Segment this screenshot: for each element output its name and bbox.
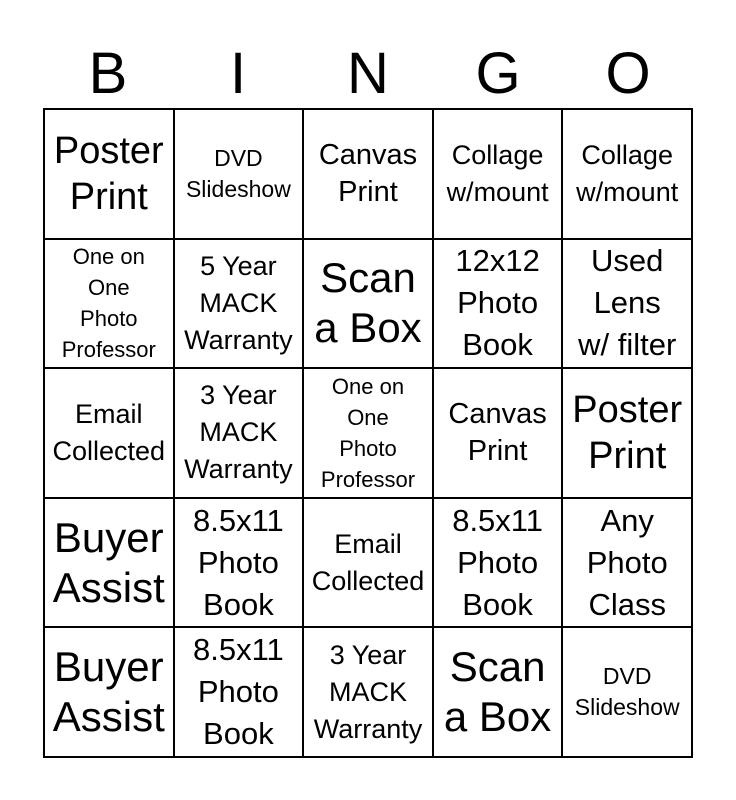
bingo-cell-label: Canvas Print — [448, 397, 547, 467]
header-letter-b: B — [88, 41, 128, 106]
bingo-cell-label: One on One Photo Professor — [320, 373, 416, 492]
bingo-cell-label: Collage w/mount — [446, 139, 549, 207]
bingo-cell-label: Buyer Assist — [52, 513, 165, 611]
bingo-cell-label: 3 Year MACK Warranty — [313, 639, 423, 744]
bingo-cell-r2-c3[interactable] — [304, 240, 434, 370]
bingo-cell-r3-c1[interactable] — [45, 369, 175, 499]
bingo-cell-label: 8.5x11 Photo Book — [193, 502, 284, 622]
bingo-cell-label: DVD Slideshow — [574, 663, 680, 721]
bingo-header — [43, 40, 693, 108]
bingo-cell-r5-c3[interactable] — [304, 628, 434, 758]
bingo-cell-r3-c3[interactable] — [304, 369, 434, 499]
bingo-cell-r4-c2[interactable] — [175, 499, 305, 629]
bingo-cell-r2-c1[interactable] — [45, 240, 175, 370]
bingo-cell-r4-c4[interactable] — [434, 499, 564, 629]
bingo-cell-r2-c4[interactable] — [434, 240, 564, 370]
bingo-cell-r2-c2[interactable] — [175, 240, 305, 370]
bingo-cell-r5-c2[interactable] — [175, 628, 305, 758]
bingo-cell-r4-c1[interactable] — [45, 499, 175, 629]
bingo-cell-label: Poster Print — [572, 388, 683, 477]
bingo-cell-r1-c2[interactable] — [175, 110, 305, 240]
bingo-cell-label: Collage w/mount — [576, 139, 679, 207]
bingo-cell-r3-c4[interactable] — [434, 369, 564, 499]
bingo-cell-label: Scan a Box — [443, 643, 552, 741]
bingo-cell-label: 5 Year MACK Warranty — [184, 250, 293, 355]
bingo-cell-r1-c4[interactable] — [434, 110, 564, 240]
bingo-cell-r1-c3[interactable] — [304, 110, 434, 240]
bingo-cell-r1-c1[interactable] — [45, 110, 175, 240]
bingo-cell-r1-c5[interactable] — [563, 110, 693, 240]
bingo-cell-label: 12x12 Photo Book — [455, 243, 540, 363]
header-letter-n: N — [347, 41, 389, 106]
bingo-cell-label: Used Lens w/ filter — [578, 243, 677, 363]
bingo-cell-label: Poster Print — [53, 129, 164, 218]
bingo-cell-label: Any Photo Class — [586, 502, 668, 622]
bingo-cell-r3-c2[interactable] — [175, 369, 305, 499]
header-letter-o: O — [605, 41, 651, 106]
bingo-cell-r3-c5[interactable] — [563, 369, 693, 499]
header-letter-g: G — [475, 41, 521, 106]
bingo-cell-label: 8.5x11 Photo Book — [193, 632, 284, 752]
bingo-cell-label: One on One Photo Professor — [61, 244, 156, 363]
bingo-cell-label: Buyer Assist — [52, 643, 165, 741]
bingo-cell-r5-c1[interactable] — [45, 628, 175, 758]
bingo-cell-r5-c5[interactable] — [563, 628, 693, 758]
bingo-cell-r4-c5[interactable] — [563, 499, 693, 629]
bingo-cell-r5-c4[interactable] — [434, 628, 564, 758]
bingo-cell-label: 8.5x11 Photo Book — [452, 502, 543, 622]
bingo-cell-r4-c3[interactable] — [304, 499, 434, 629]
bingo-cell-label: Email Collected — [52, 398, 166, 466]
bingo-cell-label: Canvas Print — [318, 138, 418, 208]
header-letter-i: I — [229, 41, 247, 106]
bingo-cell-r2-c5[interactable] — [563, 240, 693, 370]
bingo-cell-label: Scan a Box — [314, 254, 422, 352]
bingo-cell-label: DVD Slideshow — [185, 144, 291, 202]
bingo-cell-label: Email Collected — [311, 528, 425, 596]
bingo-cell-label: 3 Year MACK Warranty — [184, 380, 293, 485]
bingo-board — [43, 108, 693, 758]
